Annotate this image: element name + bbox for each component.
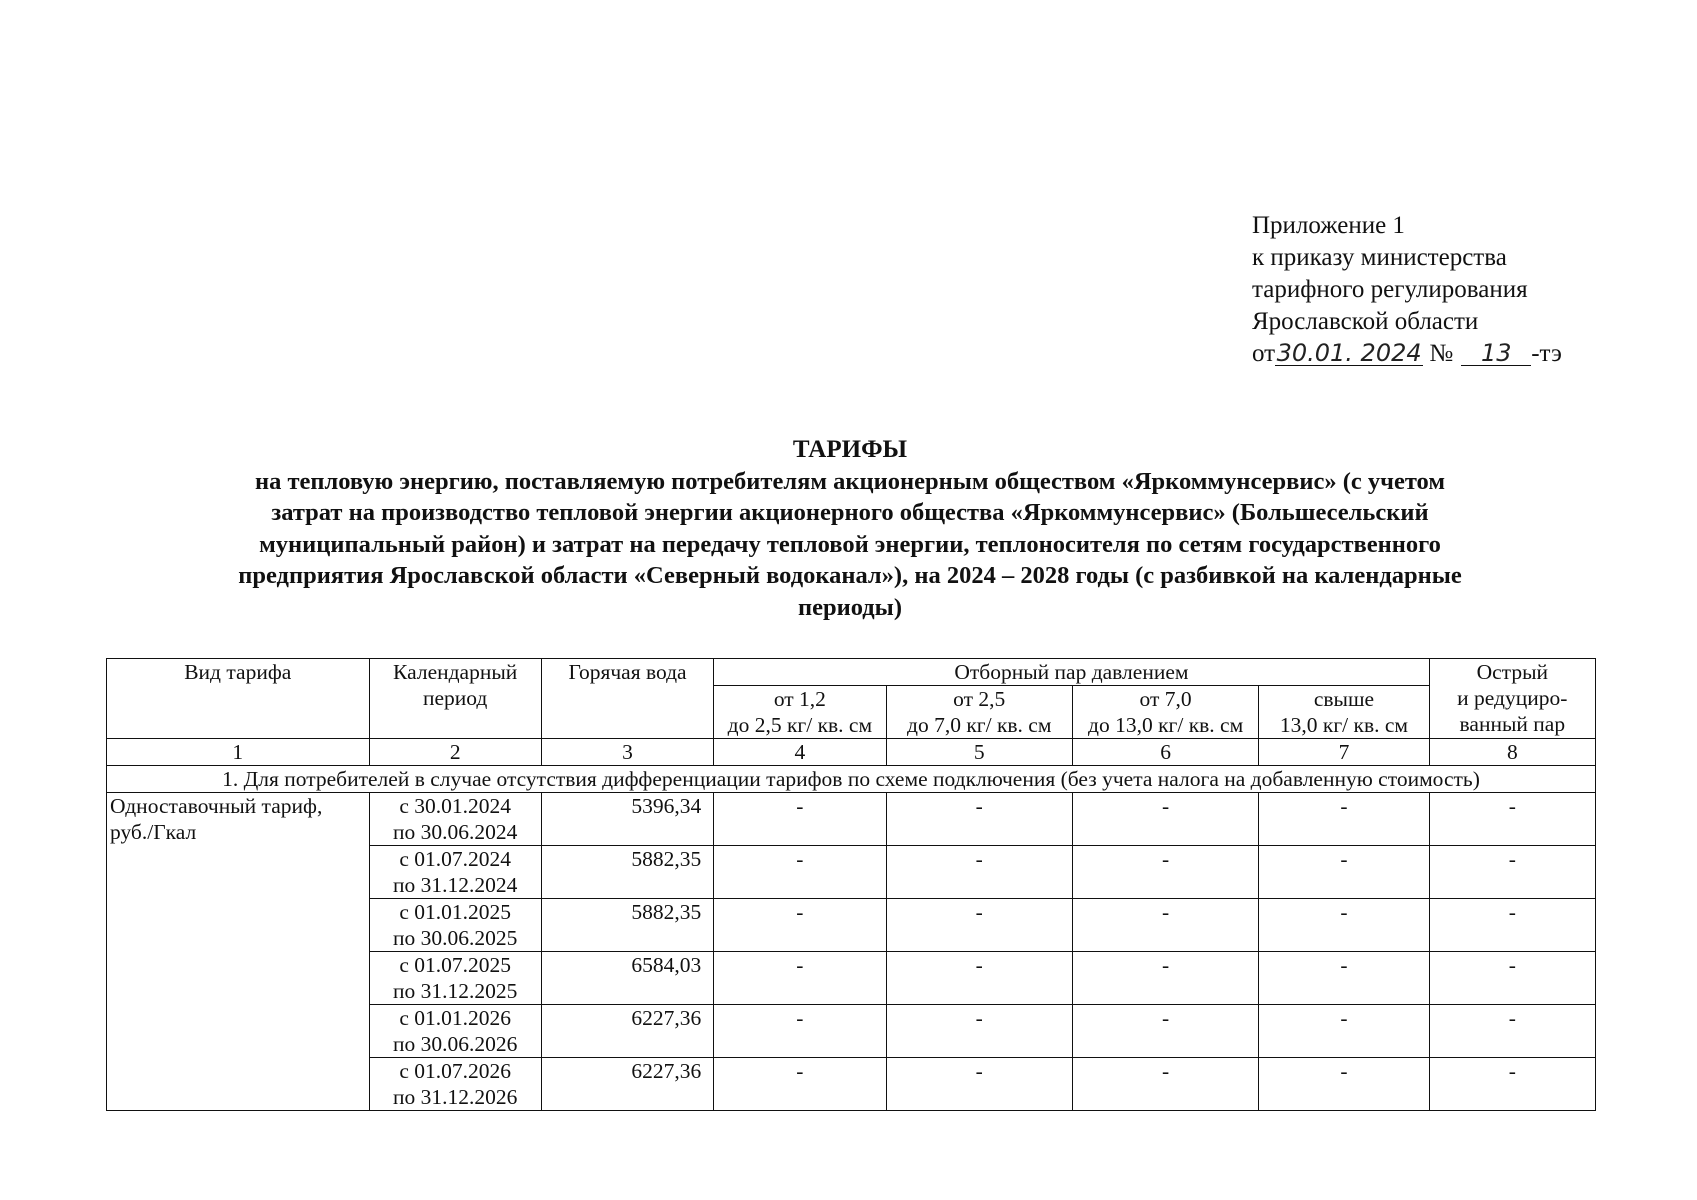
period-cell [369, 1005, 541, 1058]
title-line-5: периоды) [798, 593, 902, 621]
hot-water-value: 6227,36 [541, 1005, 713, 1058]
period-to: по 31.12.2024 [392, 873, 518, 897]
period-to: по 30.06.2024 [392, 820, 518, 844]
header-steam-2-line-2: до 7,0 кг/ кв. см [907, 713, 1052, 737]
column-number: 2 [369, 739, 541, 766]
steam-4-value: - [1259, 846, 1429, 899]
steam-4-value: - [1259, 1058, 1429, 1111]
column-number: 4 [714, 739, 886, 766]
date-prefix: от [1252, 340, 1276, 367]
document-title [120, 434, 1580, 623]
title-line-1: на тепловую энергию, поставляемую потребителям акционерным обществом «Яркоммунсервис» (с учетом [254, 467, 1446, 495]
steam-1-value: - [714, 1058, 886, 1111]
header-hot-water: Горячая вода [541, 659, 713, 739]
steam-1-value: - [714, 793, 886, 846]
steam-3-value: - [1072, 846, 1258, 899]
header-steam-3-line-1: от 7,0 [1139, 687, 1192, 711]
sharp-steam-value: - [1429, 899, 1595, 952]
hot-water-value: 5396,34 [541, 793, 713, 846]
steam-3-value: - [1072, 793, 1258, 846]
steam-1-value: - [714, 846, 886, 899]
tariff-type-line-1: Одноставочный тариф, [110, 794, 323, 818]
sharp-steam-value: - [1429, 793, 1595, 846]
appendix-line-2: к приказу министерства [1252, 244, 1507, 271]
steam-3-value: - [1072, 899, 1258, 952]
tariff-type-cell [107, 793, 370, 1111]
period-cell [369, 1058, 541, 1111]
header-steam-4-line-1: свыше [1313, 687, 1375, 711]
header-sharp-steam [1429, 659, 1595, 739]
header-steam-3-line-2: до 13,0 кг/ кв. см [1088, 713, 1244, 737]
tariffs-table [106, 658, 1596, 1111]
tariff-type-line-2: руб./Гкал [110, 820, 197, 844]
section-title: 1. Для потребителей в случае отсутствия дифференциации тарифов по схеме подключения (без учета налога на добавленную стоимость) [107, 766, 1596, 793]
handwritten-date: 30.01. 2024 [1276, 339, 1422, 367]
hot-water-value: 6227,36 [541, 1058, 713, 1111]
header-steam-4 [1259, 686, 1429, 739]
period-cell [369, 952, 541, 1005]
column-number: 3 [541, 739, 713, 766]
header-steam-2-line-1: от 2,5 [953, 687, 1006, 711]
period-to: по 30.06.2026 [392, 1032, 518, 1056]
appendix-line-1: Приложение 1 [1252, 212, 1405, 239]
steam-4-value: - [1259, 793, 1429, 846]
header-steam-2 [886, 686, 1072, 739]
sharp-steam-value: - [1429, 846, 1595, 899]
period-cell [369, 899, 541, 952]
column-number: 7 [1259, 739, 1429, 766]
header-tariff-type: Вид тарифа [107, 659, 370, 739]
steam-4-value: - [1259, 952, 1429, 1005]
steam-1-value: - [714, 952, 886, 1005]
steam-1-value: - [714, 1005, 886, 1058]
number-sign: № [1429, 340, 1454, 367]
column-number: 8 [1429, 739, 1595, 766]
sharp-steam-value: - [1429, 952, 1595, 1005]
header-sharp-line-3: ванный пар [1459, 712, 1566, 736]
section-row [107, 766, 1596, 793]
title-line-3: муниципальный район) и затрат на передачу тепловой энергии, теплоносителя по сетям государственного [259, 530, 1441, 558]
steam-2-value: - [886, 1005, 1072, 1058]
steam-3-value: - [1072, 1058, 1258, 1111]
period-from: с 30.01.2024 [399, 794, 512, 818]
steam-2-value: - [886, 1058, 1072, 1111]
header-row-1 [107, 659, 1596, 686]
header-steam-3 [1072, 686, 1258, 739]
title-line-4: предприятия Ярославской области «Северный водоканал»), на 2024 – 2028 годы (с разбивкой на календарные [238, 562, 1462, 589]
header-steam-4-line-2: 13,0 кг/ кв. см [1279, 713, 1409, 737]
order-date-line [1252, 338, 1562, 370]
period-from: с 01.07.2026 [399, 1059, 512, 1083]
steam-2-value: - [886, 899, 1072, 952]
sharp-steam-value: - [1429, 1005, 1595, 1058]
column-number: 5 [886, 739, 1072, 766]
steam-4-value: - [1259, 1005, 1429, 1058]
steam-2-value: - [886, 952, 1072, 1005]
sharp-steam-value: - [1429, 1058, 1595, 1111]
title-heading: ТАРИФЫ [792, 436, 908, 463]
column-number: 1 [107, 739, 370, 766]
column-number-row [107, 739, 1596, 766]
hot-water-value: 6584,03 [541, 952, 713, 1005]
steam-4-value: - [1259, 899, 1429, 952]
header-calendar-period: Календарный период [369, 659, 541, 739]
period-cell [369, 793, 541, 846]
period-from: с 01.01.2025 [399, 900, 512, 924]
hot-water-value: 5882,35 [541, 899, 713, 952]
steam-3-value: - [1072, 1005, 1258, 1058]
appendix-line-3: тарифного регулирования [1252, 276, 1528, 303]
title-line-2: затрат на производство тепловой энергии акционерного общества «Яркоммунсервис» (Большесельский [271, 499, 1429, 526]
period-from: с 01.01.2026 [399, 1006, 512, 1030]
period-to: по 31.12.2026 [392, 1085, 518, 1109]
column-number: 6 [1072, 739, 1258, 766]
hot-water-value: 5882,35 [541, 846, 713, 899]
header-steam-1-line-1: от 1,2 [773, 687, 826, 711]
steam-2-value: - [886, 793, 1072, 846]
steam-2-value: - [886, 846, 1072, 899]
steam-3-value: - [1072, 952, 1258, 1005]
header-sharp-line-2: и редуциро- [1457, 686, 1568, 710]
header-steam-1 [714, 686, 886, 739]
period-cell [369, 846, 541, 899]
period-to: по 31.12.2025 [392, 979, 518, 1003]
table-row [107, 793, 1596, 846]
steam-1-value: - [714, 899, 886, 952]
header-steam-group: Отборный пар давлением [714, 659, 1429, 686]
period-from: с 01.07.2024 [399, 847, 512, 871]
header-steam-1-line-2: до 2,5 кг/ кв. см [727, 713, 873, 737]
number-suffix: -тэ [1531, 340, 1562, 367]
appendix-block [1252, 210, 1562, 370]
period-to: по 30.06.2025 [392, 926, 518, 950]
period-from: с 01.07.2025 [399, 953, 512, 977]
handwritten-number: 13 [1461, 341, 1531, 366]
appendix-line-4: Ярославской области [1252, 308, 1479, 335]
header-sharp-line-1: Острый [1476, 660, 1549, 684]
